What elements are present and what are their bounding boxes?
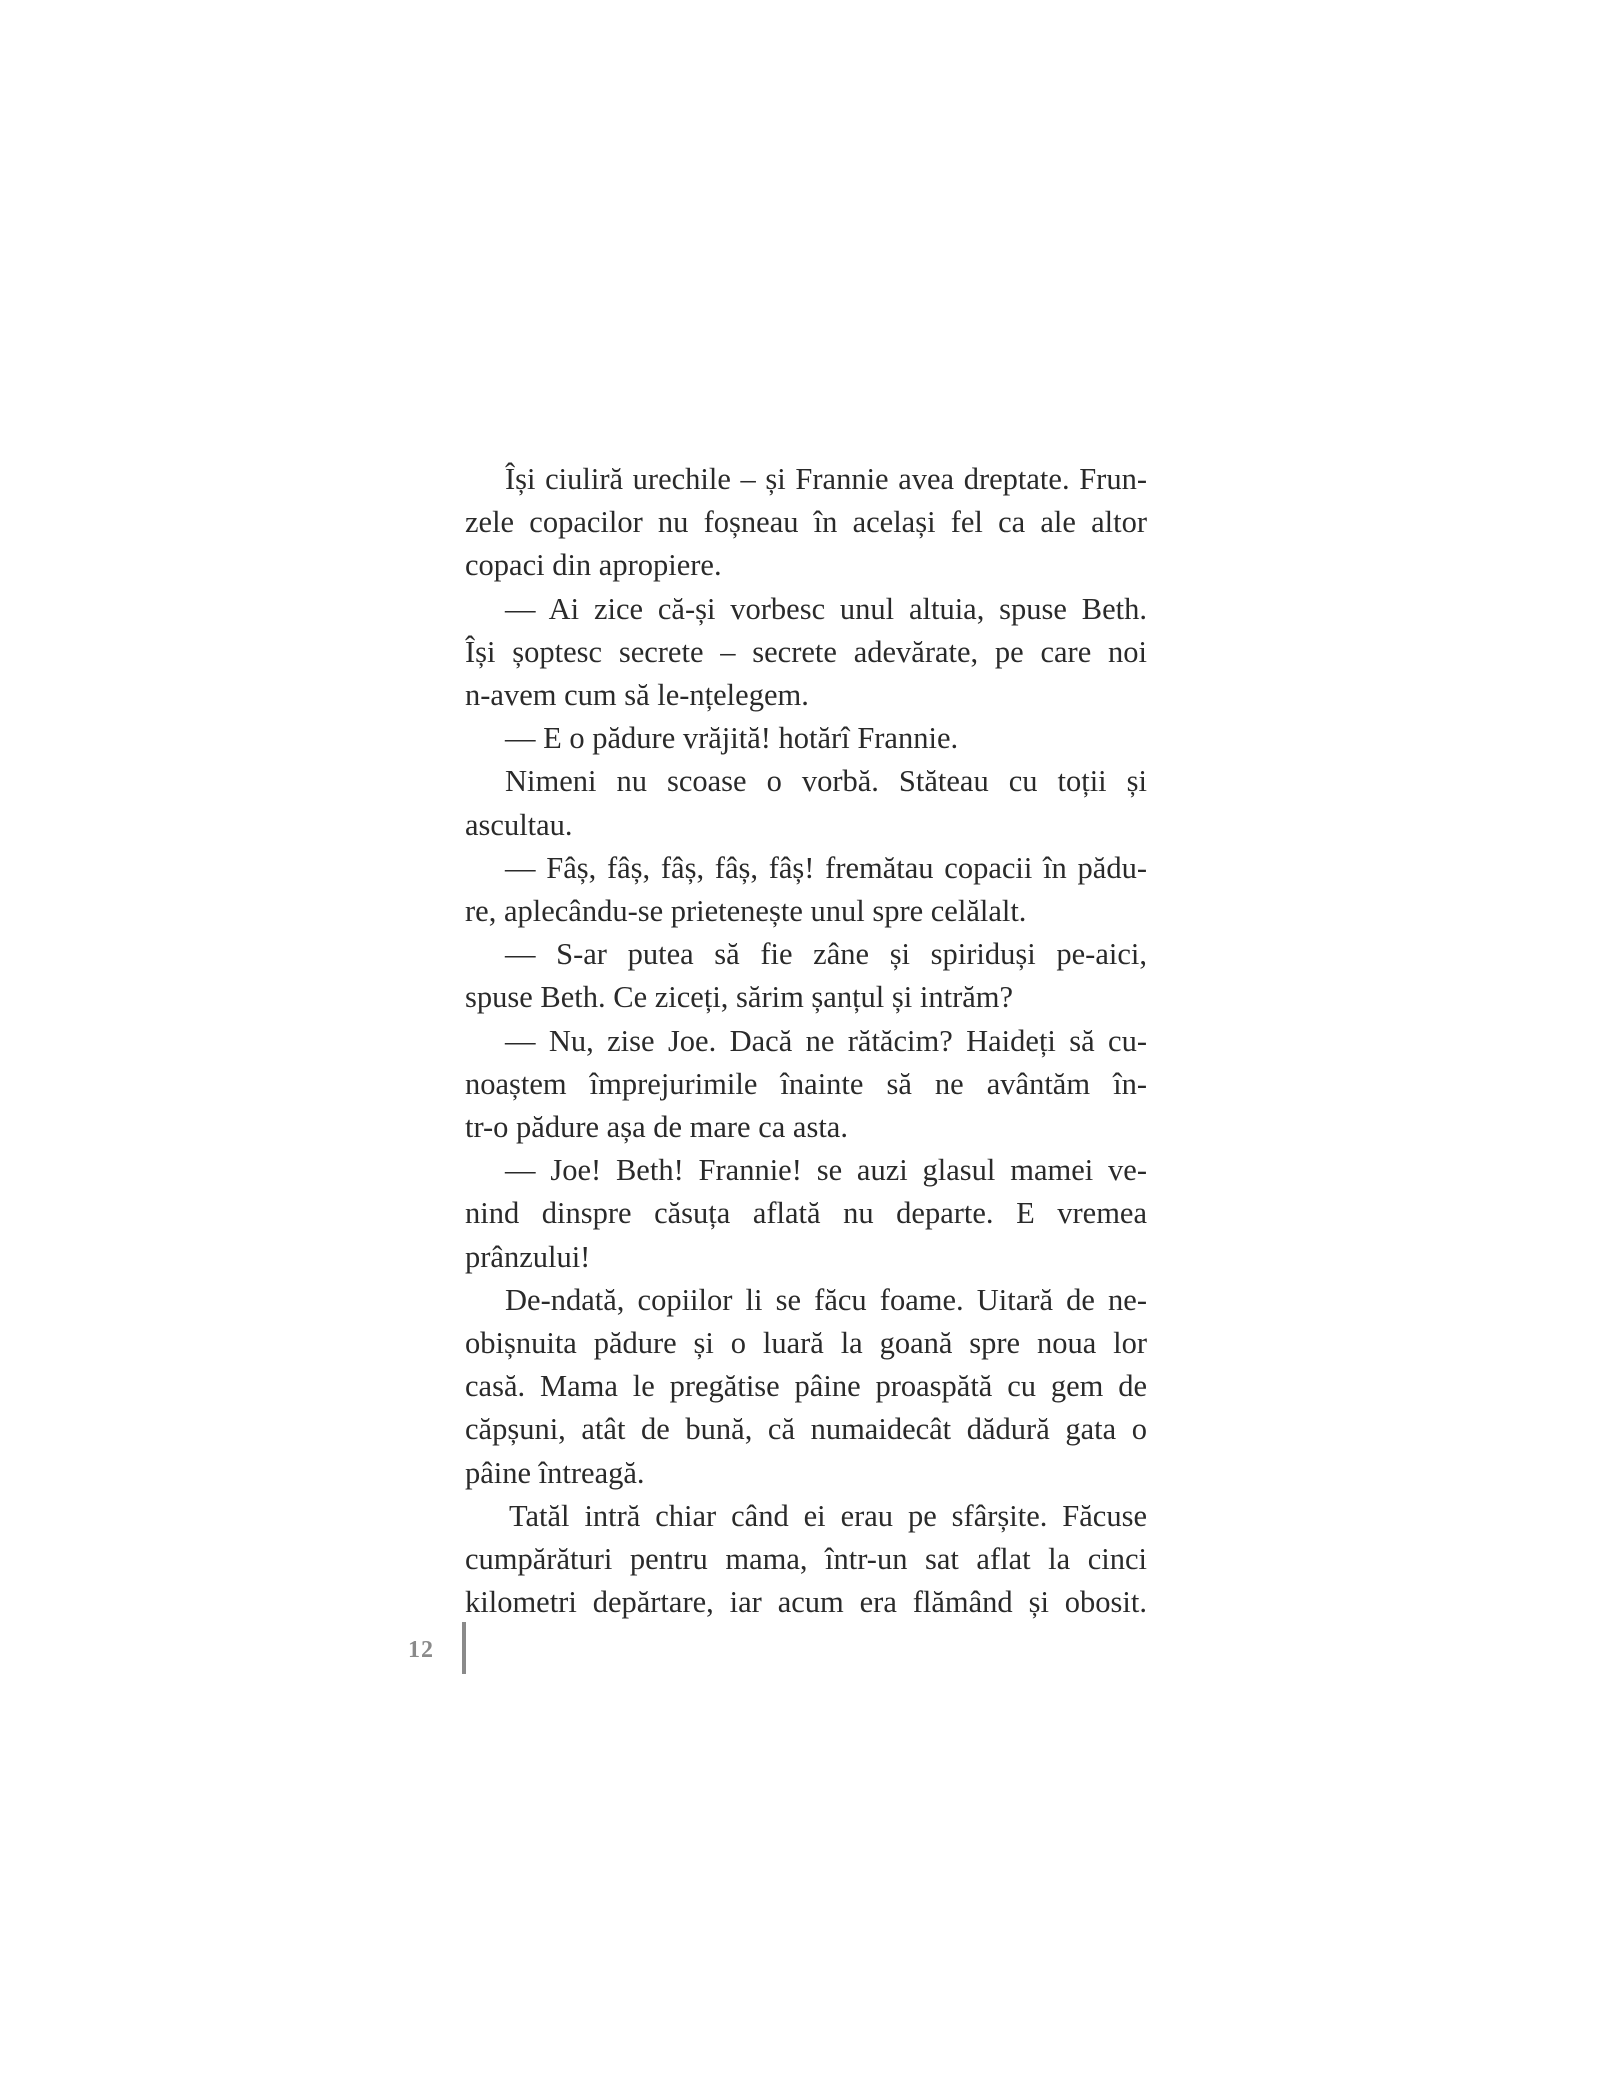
text-line: tr-o pădure așa de mare ca asta. xyxy=(465,1110,848,1145)
paragraph xyxy=(465,717,1147,760)
body-text xyxy=(465,458,1147,1624)
text-line: — Ai zice că-și vorbesc unul altuia, spuse Beth. xyxy=(505,591,1147,626)
text-line: noaștem împrejurimile înainte să ne avântăm în- xyxy=(465,1066,1147,1101)
text-line: — E o pădure vrăjită! hotărî Frannie. xyxy=(505,721,959,756)
text-line: casă. Mama le pregătise pâine proaspătă cu gem de xyxy=(465,1369,1147,1404)
paragraph xyxy=(465,1495,1147,1625)
text-line: obișnuita pădure și o luară la goană spre noua lor xyxy=(465,1326,1147,1361)
text-line: Nimeni nu scoase o vorbă. Stăteau cu toții și xyxy=(505,764,1147,799)
text-line: kilometri depărtare, iar acum era flămând și obosit. xyxy=(465,1585,1147,1620)
text-line: — Fâș, fâș, fâș, fâș, fâș! fremătau copacii în pădu- xyxy=(505,850,1147,885)
paragraph xyxy=(465,458,1147,588)
text-line: Tatăl intră chiar când ei erau pe sfârșite. Făcuse xyxy=(509,1498,1147,1533)
paragraph xyxy=(465,588,1147,718)
paragraph xyxy=(465,847,1147,933)
text-line: nind dinspre căsuța aflată nu departe. E vremea xyxy=(465,1196,1147,1231)
page-number: 12 xyxy=(408,1637,434,1663)
paragraph xyxy=(465,1020,1147,1150)
text-line: — Joe! Beth! Frannie! se auzi glasul mamei ve- xyxy=(505,1153,1147,1188)
page-number-divider xyxy=(462,1622,466,1674)
text-line: — Nu, zise Joe. Dacă ne rătăcim? Haideți să cu- xyxy=(505,1023,1147,1058)
paragraph xyxy=(465,1149,1147,1279)
text-line: ascultau. xyxy=(465,807,573,842)
text-line: re, aplecându-se prietenește unul spre celălalt. xyxy=(465,894,1027,929)
paragraph xyxy=(465,760,1147,846)
text-line: cumpărături pentru mama, într-un sat aflat la cinci xyxy=(465,1542,1147,1577)
text-line: zele copacilor nu foșneau în același fel ca ale altor xyxy=(465,505,1147,540)
text-line: copaci din apropiere. xyxy=(465,548,722,583)
text-line: spuse Beth. Ce ziceți, sărim șanțul și intrăm? xyxy=(465,980,1014,1015)
text-line: Își șoptesc secrete – secrete adevărate, pe care noi xyxy=(465,634,1147,669)
text-line: Își ciuliră urechile – și Frannie avea dreptate. Frun- xyxy=(505,462,1147,496)
text-line: n-avem cum să le-nțelegem. xyxy=(465,678,809,713)
paragraph xyxy=(465,933,1147,1019)
text-line: De-ndată, copiilor li se făcu foame. Uitară de ne- xyxy=(505,1282,1147,1317)
text-line: căpșuni, atât de bună, că numaidecât dădură gata o xyxy=(465,1412,1147,1447)
text-line: prânzului! xyxy=(465,1239,591,1274)
text-line: pâine întreagă. xyxy=(465,1455,645,1490)
text-line: — S-ar putea să fie zâne și spiriduși pe-aici, xyxy=(505,937,1147,972)
paragraph xyxy=(465,1279,1147,1495)
